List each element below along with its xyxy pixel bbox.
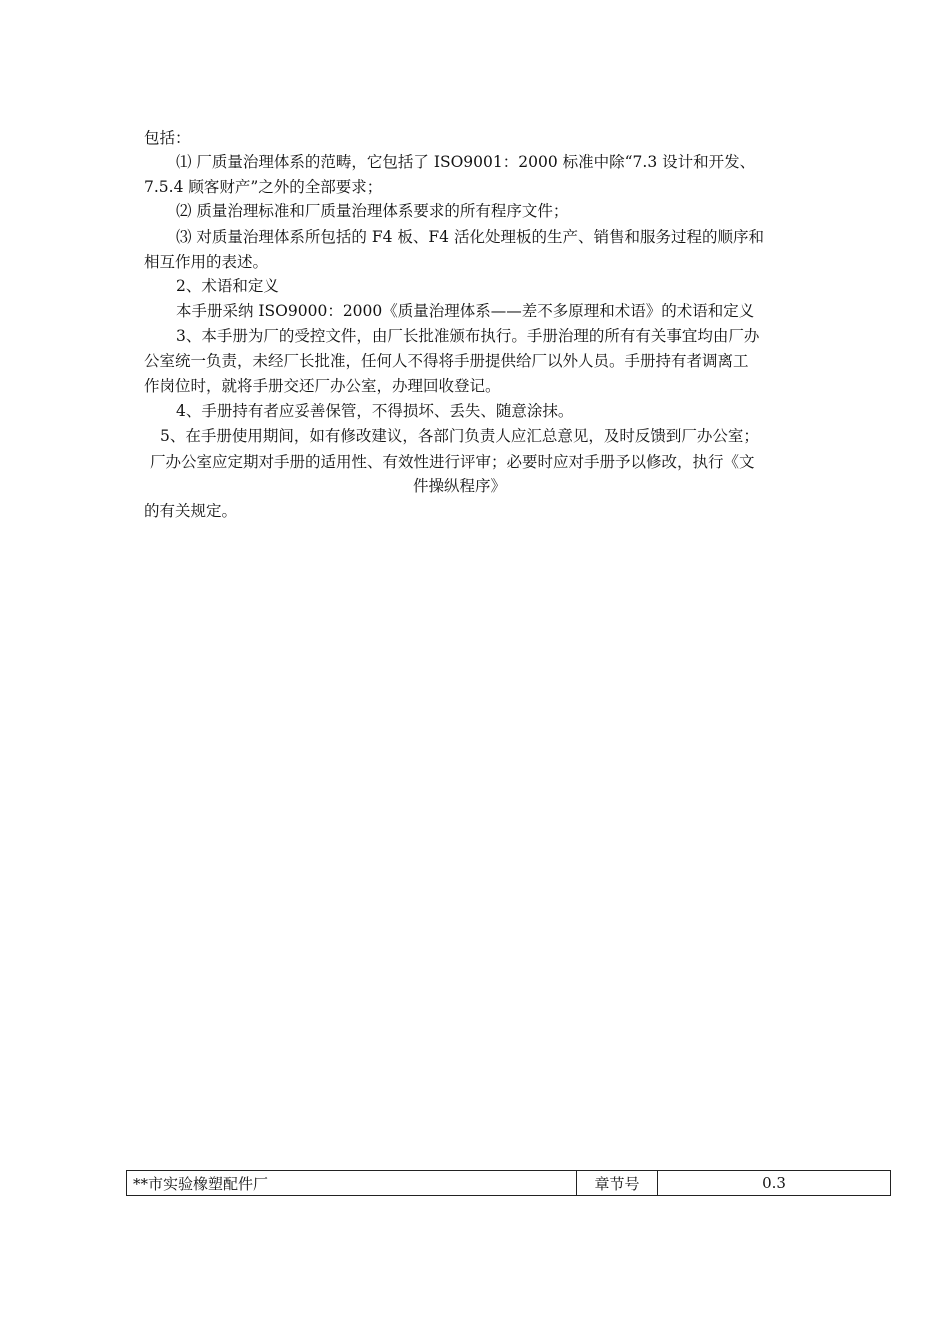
text-line: 4、手册持有者应妥善保管，不得损坏、丢失、随意涂抹。 [176, 402, 574, 420]
org-name-cell: **市实验橡塑配件厂 [127, 1171, 577, 1196]
text-line: 的有关规定。 [144, 502, 238, 520]
footer-row [127, 1171, 891, 1196]
section-label-cell: 章节号 [577, 1171, 658, 1196]
footer-table [126, 1170, 891, 1196]
text-line: 作岗位时，就将手册交还厂办公室，办理回收登记。 [144, 377, 501, 395]
text-line: 包括： [144, 129, 191, 147]
text-line: ⑴ 厂质量治理体系的范畴，它包括了 ISO9001：2000 标准中除“7.3 设计和开发、 [176, 153, 756, 171]
text-line: 件操纵程序》 [413, 477, 507, 495]
text-line: 相互作用的表述。 [144, 253, 269, 271]
text-line: 7.5.4 顾客财产”之外的全部要求； [144, 178, 383, 196]
text-line: 公室统一负责，未经厂长批准，任何人不得将手册提供给厂以外人员。手册持有者调离工 [144, 352, 749, 370]
section-value-cell: 0.3 [658, 1171, 891, 1196]
text-line: 本手册采纳 ISO9000：2000《质量治理体系——差不多原理和术语》的术语和定义 [176, 302, 755, 320]
text-line: 3、本手册为厂的受控文件，由厂长批准颁布执行。手册治理的所有有关事宜均由厂办 [176, 327, 760, 345]
text-line: ⑵ 质量治理标准和厂质量治理体系要求的所有程序文件； [176, 202, 569, 220]
text-line: 厂办公室应定期对手册的适用性、有效性进行评审；必要时应对手册予以修改，执行《文 [150, 453, 755, 471]
section-heading: 2、术语和定义 [176, 277, 279, 295]
text-line: 5、在手册使用期间，如有修改建议，各部门负责人应汇总意见，及时反馈到厂办公室； [160, 427, 759, 445]
text-line: ⑶ 对质量治理体系所包括的 F4 板、F4 活化处理板的生产、销售和服务过程的顺序和 [176, 228, 764, 246]
